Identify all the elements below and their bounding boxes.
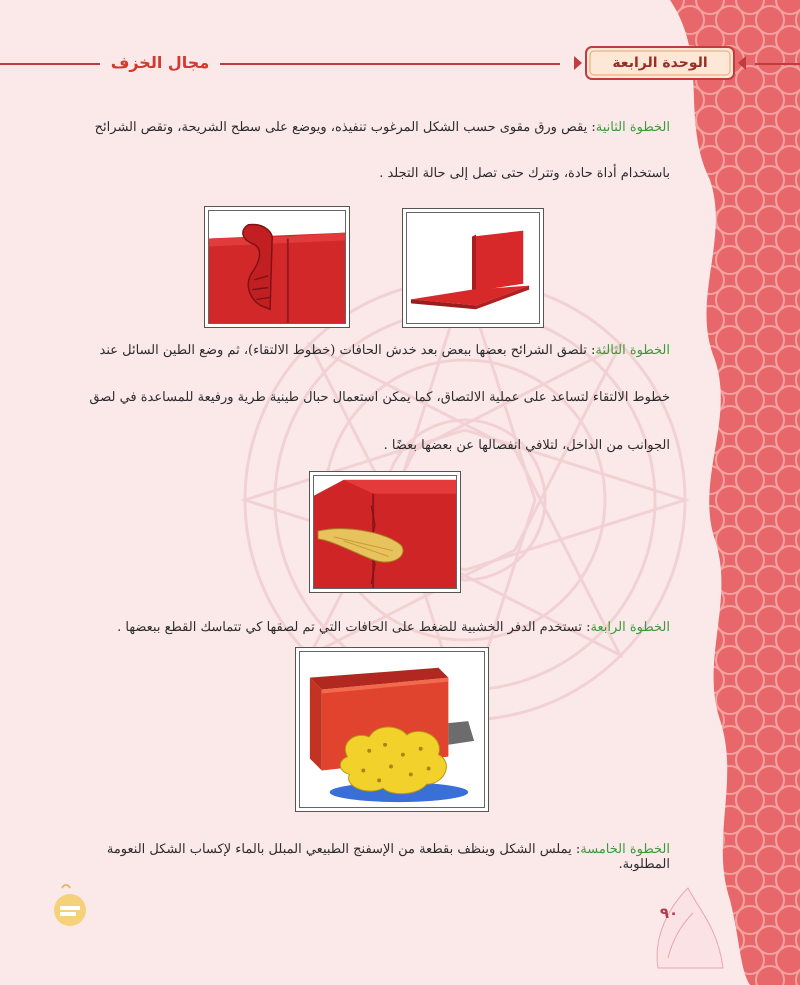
step-2-line-2: باستخدام أداة حادة، وتترك حتى تصل إلى حالة التجلد . (379, 166, 670, 181)
step-3-line-1: الخطوة الثالثة: تلصق الشرائح بعضها ببعض بعد خدش الحافات (خطوط الالتقاء)، ثم وضع الطين السائل عند (99, 343, 670, 358)
step-3-line-3: الجوانب من الداخل، لتلافي انفصالها عن بعضها بعضًا . (383, 438, 670, 453)
decorative-side-band (670, 0, 800, 985)
step-4-label: الخطوة الرابعة (590, 620, 670, 635)
photo-sponge-box (295, 647, 489, 812)
unit-title: الوحدة الرابعة (612, 55, 708, 71)
step-4-text: تستخدم الدفر الخشبية للضغط على الحافات التي تم لصقها كي تتماسك القطع ببعضها . (117, 620, 582, 635)
publisher-logo (48, 880, 90, 932)
header-rule-left (0, 63, 560, 65)
page-number-ornament (648, 878, 728, 978)
step-3-label: الخطوة الثالثة (595, 343, 670, 358)
step-3-line-2: خطوط الالتقاء لتساعد على عملية الالتصاق، كما يمكن استعمال حبال طينية طرية ورفيعة للمساعدة في لصق (89, 390, 670, 405)
step-4-line: الخطوة الرابعة: تستخدم الدفر الخشبية للضغط على الحافات التي تم لصقها كي تتماسك القطع ببعضها . (117, 620, 670, 635)
step-2-line-1: الخطوة الثانية: يقص ورق مقوى حسب الشكل المرغوب تنفيذه، ويوضع على سطح الشريحة، وتقص الشرائح (94, 120, 670, 135)
photo-slabs-cardboard (402, 208, 544, 328)
page-number: ٩٠ (659, 904, 679, 922)
step-5-label: الخطوة الخامسة (580, 842, 670, 857)
step-3-text: تلصق الشرائح بعضها ببعض بعد خدش الحافات (خطوط الالتقاء)، ثم وضع الطين السائل عند (99, 343, 587, 358)
header-rule-right (755, 63, 800, 65)
step-2-text: يقص ورق مقوى حسب الشكل المرغوب تنفيذه، ويوضع على سطح الشريحة، وتقص الشرائح (94, 120, 588, 135)
section-title: مجال الخزف (100, 50, 220, 76)
step-5-text: يملس الشكل وينظف بقطعة من الإسفنج الطبيعي المبلل بالماء لإكساب الشكل النعومة المطلوبة. (106, 842, 670, 872)
photo-joining-edges (309, 471, 461, 593)
step-5-line: الخطوة الخامسة: يملس الشكل وينظف بقطعة من الإسفنج الطبيعي المبلل بالماء لإكساب الشكل النعومة المطلوبة. (106, 842, 670, 872)
photo-scored-edge (204, 206, 350, 328)
step-2-label: الخطوة الثانية (595, 120, 670, 135)
